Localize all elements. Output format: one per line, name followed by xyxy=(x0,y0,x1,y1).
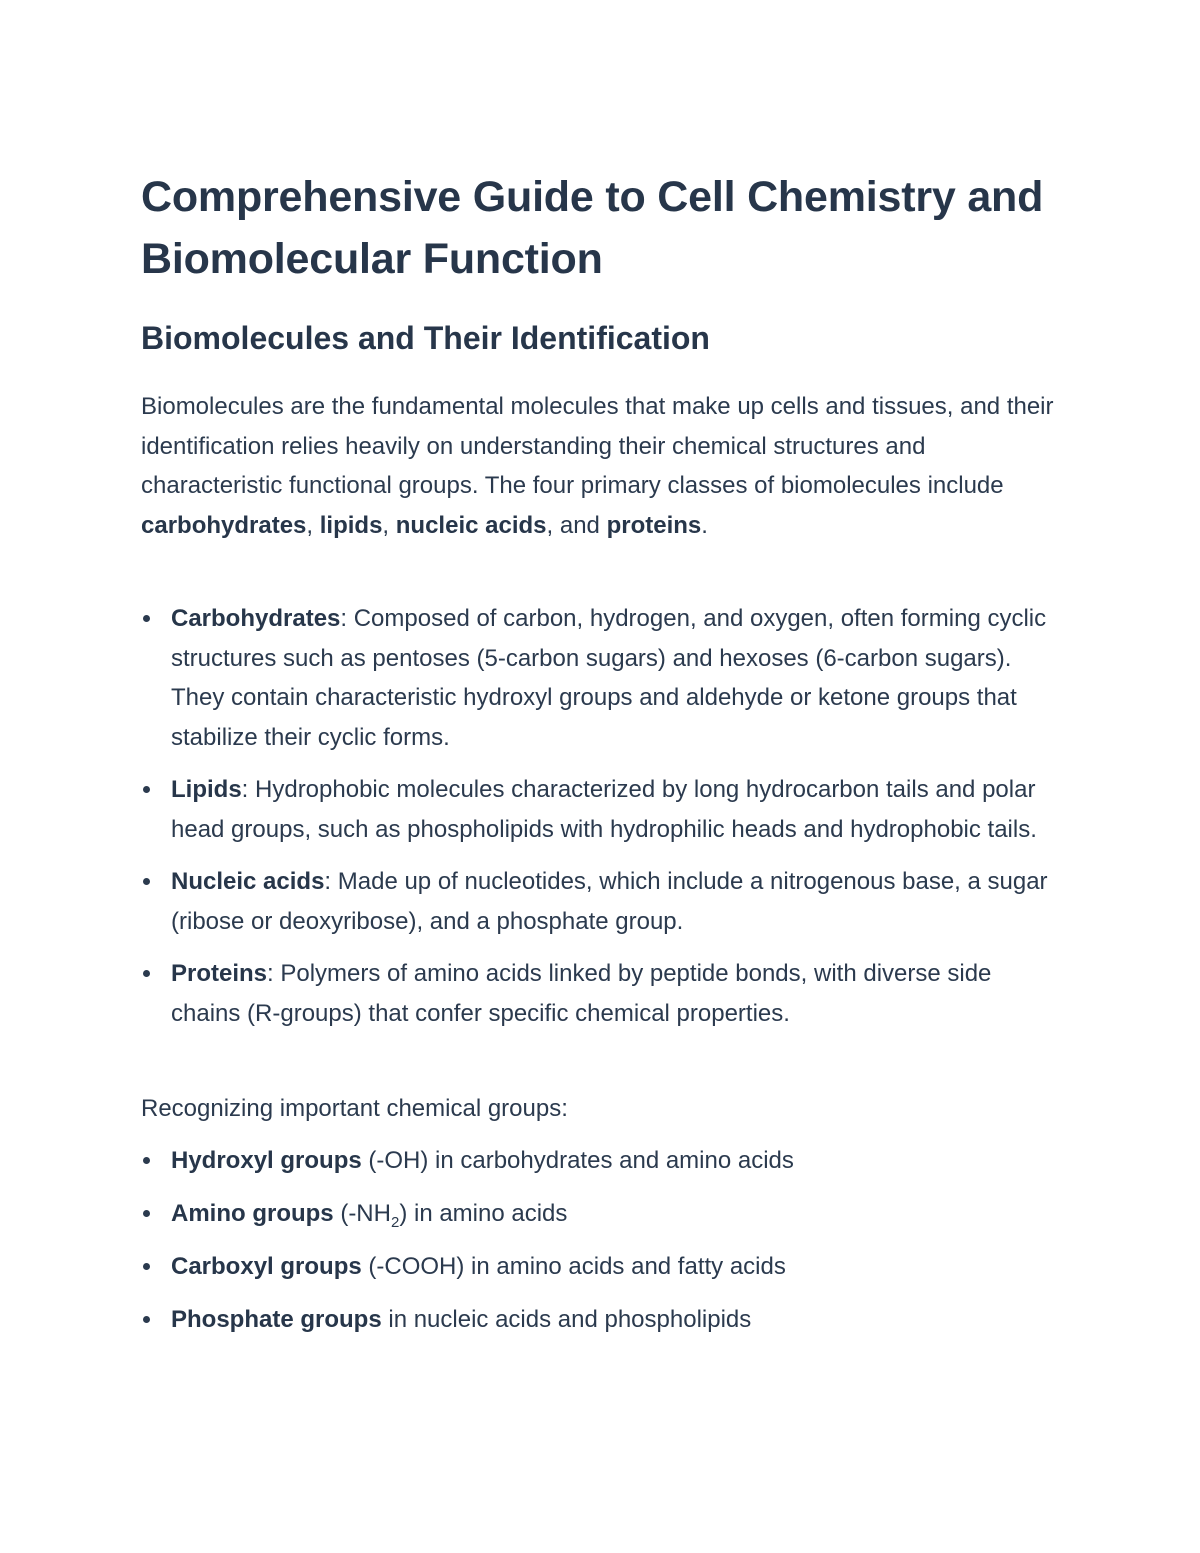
separator: , and xyxy=(546,511,607,539)
list-item xyxy=(141,770,1056,849)
bullet-icon xyxy=(143,878,150,885)
list-item xyxy=(141,862,1056,941)
list-item-term: Phosphate groups xyxy=(171,1306,382,1333)
bullet-icon xyxy=(143,1316,150,1323)
groups-intro: Recognizing important chemical groups: xyxy=(141,1095,568,1122)
list-item-desc: : Hydrophobic molecules characterized by long hydrocarbon tails and polar head groups, such as phospholipids with hydrophilic heads and hydrophobic tails. xyxy=(171,776,1037,843)
separator: , xyxy=(382,511,396,539)
section-heading: Biomolecules and Their Identification xyxy=(141,320,710,356)
list-item-term: Nucleic acids xyxy=(171,868,325,895)
list-item-term: Carboxyl groups xyxy=(171,1253,362,1280)
term-carbohydrates: carbohydrates xyxy=(141,511,307,539)
list-item-term: Amino groups xyxy=(171,1200,334,1227)
sentence-end: . xyxy=(701,511,708,539)
list-item-desc: : Made up of nucleotides, which include a nitrogenous base, a sugar (ribose or deoxyribose), and a phosphate group. xyxy=(171,868,1048,935)
list-item-desc: (-OH) in carbohydrates and amino acids xyxy=(361,1147,794,1174)
list-item xyxy=(141,1141,1056,1181)
subscript: 2 xyxy=(390,1213,400,1231)
bullet-icon xyxy=(143,970,150,977)
list-item xyxy=(141,1300,1056,1340)
list-item-term: Lipids xyxy=(171,776,242,803)
bullet-icon xyxy=(143,1157,150,1164)
list-item-desc: : Polymers of amino acids linked by peptide bonds, with diverse side chains (R-groups) that confer specific chemical properties. xyxy=(171,960,992,1027)
term-proteins: proteins xyxy=(606,511,702,539)
list-item xyxy=(141,1194,1056,1234)
term-nucleic-acids: nucleic acids xyxy=(395,511,547,539)
intro-text: Biomolecules are the fundamental molecules that make up cells and tissues, and their identification relies heavily on understanding their chemical structures and characteristic functional groups. The four primary classes of biomolecules include xyxy=(141,393,1054,499)
list-item xyxy=(141,954,1056,1033)
list-item-desc-end: ) in amino acids xyxy=(399,1200,568,1227)
chemical-groups-list xyxy=(141,1141,1056,1353)
document-title: Comprehensive Guide to Cell Chemistry and Biomolecular Function xyxy=(141,173,1044,283)
list-item xyxy=(141,599,1056,757)
list-item-desc: (-COOH) in amino acids and fatty acids xyxy=(361,1253,786,1280)
bullet-icon xyxy=(143,786,150,793)
list-item-desc: (-NH xyxy=(333,1200,391,1227)
bullet-icon xyxy=(143,1210,150,1217)
list-item-term: Proteins xyxy=(171,960,268,987)
biomolecule-classes-list xyxy=(141,599,1056,1046)
term-lipids: lipids xyxy=(319,511,383,539)
list-item-term: Hydroxyl groups xyxy=(171,1147,362,1174)
list-item-term: Carbohydrates xyxy=(171,605,341,632)
separator: , xyxy=(306,511,320,539)
list-item-desc: : Composed of carbon, hydrogen, and oxygen, often forming cyclic structures such as pentoses (5-carbon sugars) and hexoses (6-carbon sugars). They contain characteristic hydroxyl groups and aldehyde or ketone groups that stabilize their cyclic forms. xyxy=(171,605,1047,751)
intro-paragraph xyxy=(141,387,1056,545)
bullet-icon xyxy=(143,615,150,622)
list-item-desc: in nucleic acids and phospholipids xyxy=(381,1306,752,1333)
list-item xyxy=(141,1247,1056,1287)
bullet-icon xyxy=(143,1263,150,1270)
